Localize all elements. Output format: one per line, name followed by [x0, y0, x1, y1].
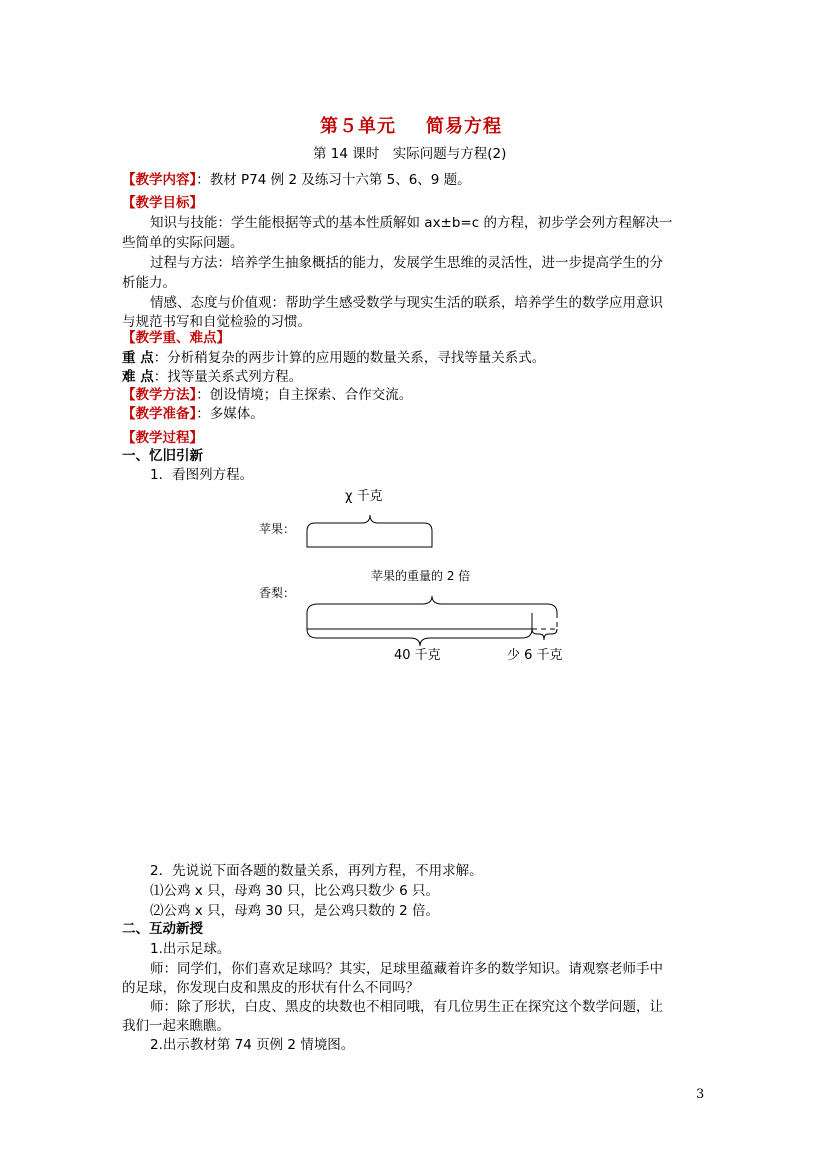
- apple-top-brace: [307, 515, 432, 531]
- forty-bottom-brace: [307, 629, 532, 646]
- section-1-item-1: 1．看图列方程。: [150, 467, 254, 483]
- goal-2-line-2: 析能力。: [122, 275, 176, 291]
- section-2-heading: 二、互动新授: [122, 921, 203, 937]
- section-2-p2-line-1: 师：同学们，你们喜欢足球吗？其实，足球里蕴藏着许多的数学知识。请观察老师手中: [150, 961, 663, 977]
- goal-3-line-1: 情感、态度与价值观：帮助学生感受数学与现实生活的联系，培养学生的数学应用意识: [150, 295, 663, 311]
- difficulty-label: 难 点: [122, 369, 154, 385]
- content-text: ：教材 P74 例 2 及练习十六第 5、6、9 题。: [196, 172, 471, 188]
- unit-title: 第５单元: [320, 116, 396, 137]
- pear-top-brace: [307, 596, 557, 613]
- less-six-bottom-brace: [532, 629, 557, 640]
- page-number: 3: [696, 1087, 705, 1102]
- section-1-item-2a: ⑴公鸡 x 只，母鸡 30 只，比公鸡只数少 6 只。: [150, 883, 440, 899]
- goal-2-line-1: 过程与方法：培养学生抽象概括的能力，发展学生思维的灵活性，进一步提高学生的分: [150, 255, 663, 271]
- x-kg-label: χ 千克: [345, 489, 383, 504]
- apple-label: 苹果：: [259, 522, 296, 536]
- section-1-heading: 一、忆旧引新: [122, 448, 203, 464]
- prep-label: 【教学准备】: [122, 406, 197, 422]
- section-1-item-2: 2．先说说下面各题的数量关系，再列方程，不用求解。: [150, 863, 483, 879]
- pear-dashed-extension: [532, 613, 557, 629]
- less-six-kg-label: 少 6 千克: [507, 648, 563, 663]
- section-2-p2-line-2: 的足球，你发现白皮和黑皮的形状有什么不同吗？: [122, 980, 419, 996]
- process-label: 【教学过程】: [122, 430, 203, 446]
- method-text: ：创设情境；自主探索、合作交流。: [196, 387, 413, 403]
- pear-label: 香梨：: [259, 586, 296, 600]
- section-2-p1: 1.出示足球。: [150, 941, 231, 957]
- difficulty-text: ：找等量关系式列方程。: [153, 369, 303, 385]
- section-2-p4: 2.出示教材第 74 页例 2 情境图。: [150, 1037, 355, 1053]
- keypoints-label: 【教学重、难点】: [122, 330, 230, 346]
- lesson-subtitle: 第 14 课时 实际问题与方程(2): [313, 146, 507, 162]
- section-1-item-2b: ⑵公鸡 x 只，母鸡 30 只，是公鸡只数的 2 倍。: [150, 903, 440, 919]
- section-2-p3-line-1: 师：除了形状，白皮、黑皮的块数也不相同哦，有几位男生正在探究这个数学问题，让: [150, 999, 663, 1015]
- unit-name: 简易方程: [426, 116, 502, 137]
- apple-bar: [307, 531, 432, 547]
- forty-kg-label: 40 千克: [394, 648, 441, 663]
- method-label: 【教学方法】: [122, 387, 197, 403]
- goal-3-line-2: 与规范书写和自觉检验的习惯。: [122, 314, 311, 330]
- key-point-label: 重 点: [122, 350, 154, 366]
- section-2-p3-line-2: 我们一起来瞧瞧。: [122, 1018, 230, 1034]
- goal-1-line-2: 些简单的实际问题。: [122, 235, 244, 251]
- pear-bar: [307, 613, 532, 629]
- content-label: 【教学内容】: [122, 172, 197, 188]
- key-point-text: ：分析稍复杂的两步计算的应用题的数量关系，寻找等量关系式。: [153, 350, 546, 366]
- goal-1-line-1: 知识与技能：学生能根据等式的基本性质解如 ax±b=c 的方程，初步学会列方程解决一: [150, 215, 673, 231]
- twice-label: 苹果的重量的 2 倍: [371, 569, 471, 583]
- goals-label: 【教学目标】: [122, 195, 203, 211]
- prep-text: ：多媒体。: [196, 406, 264, 422]
